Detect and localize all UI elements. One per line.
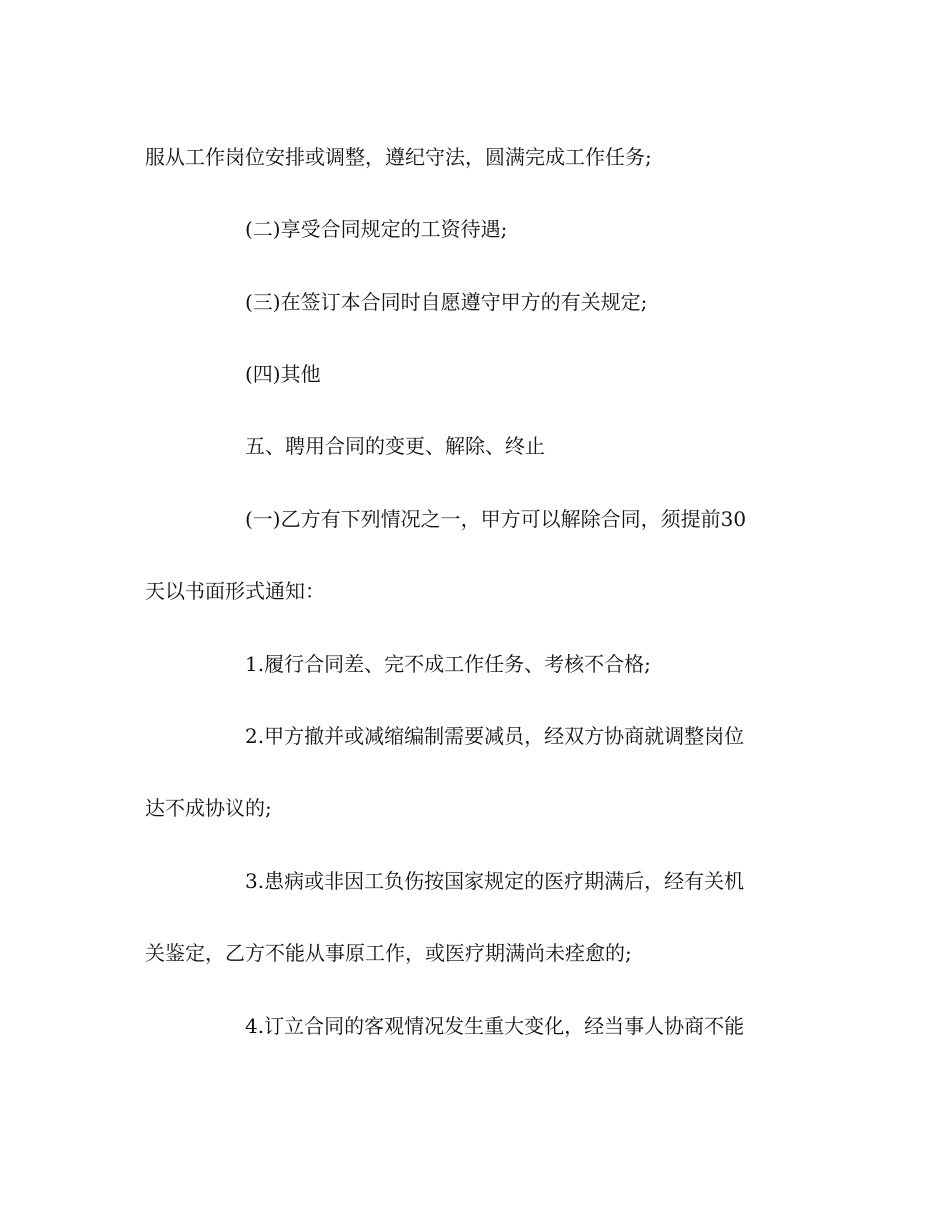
text-line-11: 3.患病或非因工负伤按国家规定的医疗期满后，经有关机 xyxy=(245,869,745,893)
text-line-10: 达不成协议的; xyxy=(145,796,272,820)
text-line-7: 天以书面形式通知： xyxy=(145,579,325,603)
text-line-9: 2.甲方撤并或减缩编制需要减员，经双方协商就调整岗位 xyxy=(245,724,745,748)
section-heading: 五、聘用合同的变更、解除、终止 xyxy=(245,434,545,458)
text-line-1: 服从工作岗位安排或调整，遵纪守法，圆满完成工作任务; xyxy=(145,145,652,169)
text-line-6: (一)乙方有下列情况之一，甲方可以解除合同，须提前30 xyxy=(245,507,747,531)
text-line-12: 关鉴定，乙方不能从事原工作，或医疗期满尚未痊愈的; xyxy=(145,941,632,965)
text-line-8: 1.履行合同差、完不成工作任务、考核不合格; xyxy=(245,652,651,676)
text-line-4: (四)其他 xyxy=(245,362,321,386)
text-line-13: 4.订立合同的客观情况发生重大变化，经当事人协商不能 xyxy=(245,1014,745,1038)
text-line-2: (二)享受合同规定的工资待遇; xyxy=(245,217,508,241)
text-line-3: (三)在签订本合同时自愿遵守甲方的有关规定; xyxy=(245,290,648,314)
